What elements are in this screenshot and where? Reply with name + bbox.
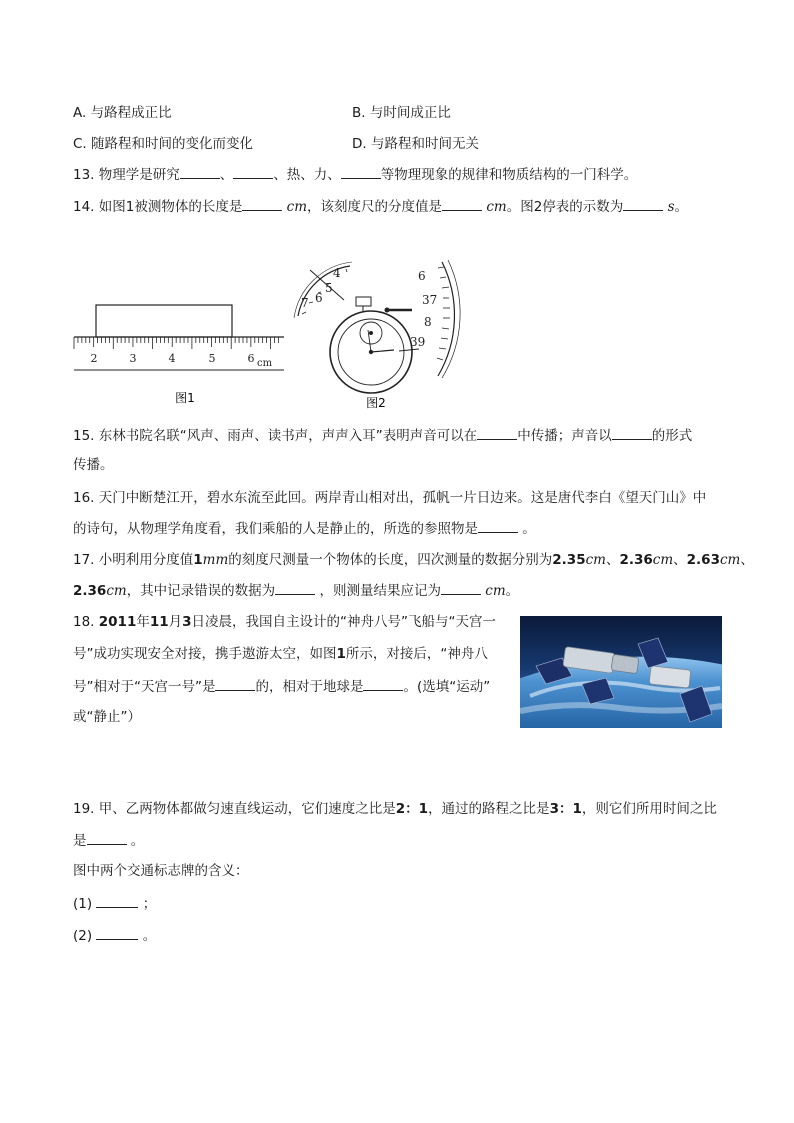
question-18-line3: 号”相对于“天宫一号”是 的，相对于地球是 。(选填“运动” — [73, 676, 490, 697]
svg-text:6: 6 — [315, 291, 323, 305]
answer-blank — [363, 676, 403, 691]
figure-caption: 图2 — [366, 396, 386, 410]
question-18-line4: 或“静止”） — [73, 709, 141, 725]
figure-caption: 图1 — [175, 391, 195, 405]
answer-blank — [96, 893, 138, 908]
svg-text:37: 37 — [422, 293, 438, 307]
svg-text:4: 4 — [333, 266, 341, 280]
question-20: 图中两个交通标志牌的含义： — [73, 863, 249, 879]
answer-blank — [612, 425, 652, 440]
question-19: 19. 甲、乙两物体都做匀速直线运动，它们速度之比是2：1，通过的路程之比是3：1，则它们所用时间之比 — [73, 801, 717, 817]
spacecraft-docking-photo — [520, 616, 722, 728]
question-15: 15. 东林书院名联“风声、雨声、读书声，声声入耳”表明声音可以在 中传播；声音以 的形式 — [73, 425, 692, 446]
answer-blank — [233, 164, 273, 179]
answer-blank — [441, 580, 481, 595]
svg-text:7: 7 — [301, 296, 309, 310]
question-18-line2: 号”成功实现安全对接，携手遨游太空，如图1所示，对接后，“神舟八 — [73, 646, 488, 662]
svg-text:39: 39 — [410, 335, 426, 349]
svg-text:6: 6 — [418, 269, 426, 283]
option-a: A. 与路程成正比 — [73, 105, 172, 121]
question-14: 14. 如图1被测物体的长度是 cm，该刻度尺的分度值是 cm。图2停表的示数为 s。 — [73, 196, 688, 217]
question-19-cont: 是 。 — [73, 830, 144, 851]
answer-blank — [341, 164, 381, 179]
answer-blank — [623, 196, 663, 211]
answer-blank — [275, 580, 315, 595]
tick-label: 4 — [168, 352, 176, 365]
question-17: 17. 小明利用分度值1mm的刻度尺测量一个物体的长度，四次测量的数据分别为2.35cm、2.36cm、2.63cm、 — [73, 552, 754, 568]
answer-blank — [215, 676, 255, 691]
stopwatch-figure — [292, 258, 472, 418]
answer-blank — [242, 196, 282, 211]
svg-text:5: 5 — [325, 281, 333, 295]
question-18: 18. 2011年11月3日凌晨，我国自主设计的“神舟八号”飞船与“天宫一 — [73, 614, 497, 630]
question-13: 13. 物理学是研究 、 、热、力、 等物理现象的规律和物质结构的一门科学。 — [73, 164, 637, 185]
answer-blank — [478, 518, 518, 533]
question-15-cont: 传播。 — [73, 457, 114, 473]
tick-label: 5 — [208, 352, 216, 365]
answer-blank — [477, 425, 517, 440]
question-20-item-2: (2) 。 — [73, 925, 156, 946]
svg-text:8: 8 — [424, 315, 432, 329]
tick-label: 6 — [247, 352, 255, 365]
question-17-cont: 2.36cm，其中记录错误的数据为 ，则测量结果应记为 cm。 — [73, 580, 519, 601]
answer-blank — [87, 830, 127, 845]
answer-blank — [180, 164, 220, 179]
answer-blank — [96, 925, 138, 940]
ruler-figure — [70, 300, 290, 410]
option-c: C. 随路程和时间的变化而变化 — [73, 136, 254, 152]
question-20-item-1: (1) ； — [73, 893, 156, 914]
option-d: D. 与路程和时间无关 — [352, 136, 479, 152]
tick-label: 2 — [90, 352, 98, 365]
question-16-cont: 的诗句，从物理学角度看，我们乘船的人是静止的，所选的参照物是 。 — [73, 518, 536, 539]
question-16: 16. 天门中断楚江开，碧水东流至此回。两岸青山相对出，孤帆一片日边来。这是唐代李白《望天门山》中 — [73, 490, 707, 506]
option-b: B. 与时间成正比 — [352, 105, 451, 121]
tick-label: 3 — [129, 352, 137, 365]
unit-label: cm — [257, 358, 273, 369]
answer-blank — [442, 196, 482, 211]
measured-object — [96, 305, 232, 337]
